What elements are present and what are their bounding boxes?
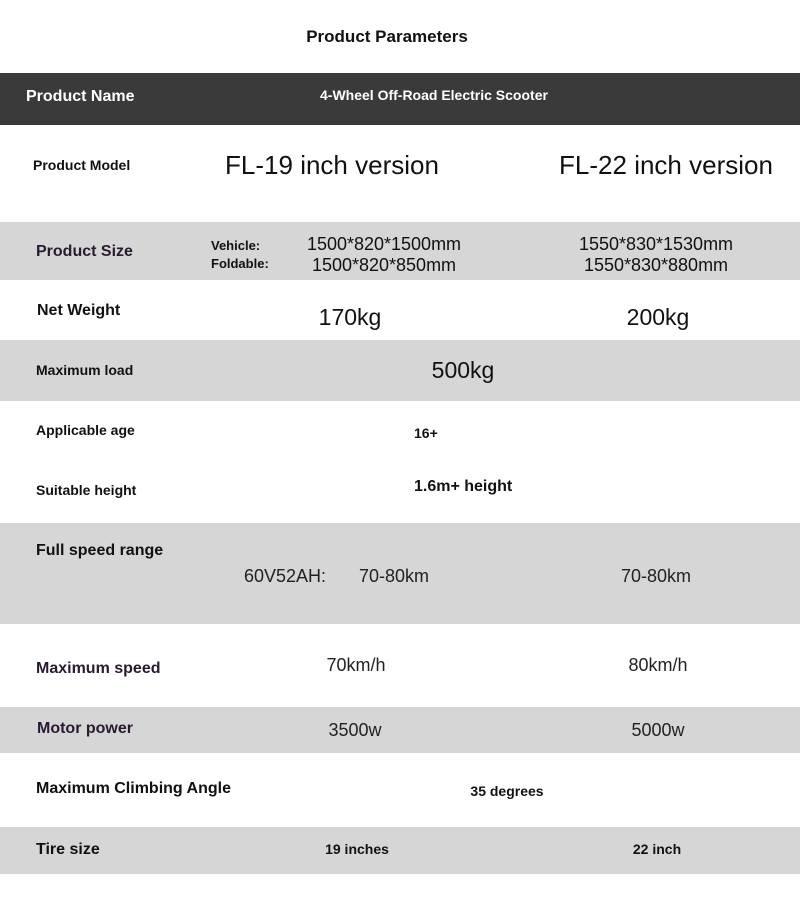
- speed-range-22: 70-80km: [620, 566, 692, 586]
- foldable-label: Foldable:: [211, 256, 269, 271]
- size-22-foldable: 1550*830*880mm: [583, 255, 729, 275]
- battery-spec: 60V52AH:: [244, 566, 327, 586]
- tire-size-label: Tire size: [36, 841, 100, 858]
- tire-size-22: 22 inch: [632, 841, 682, 857]
- max-speed-19: 70km/h: [326, 655, 386, 675]
- climbing-angle-label: Maximum Climbing Angle: [36, 780, 231, 797]
- product-name-value: 4-Wheel Off-Road Electric Scooter: [320, 87, 548, 103]
- climbing-angle-value: 35 degrees: [470, 783, 544, 799]
- max-speed-22: 80km/h: [628, 655, 688, 675]
- motor-power-22: 5000w: [631, 720, 685, 740]
- motor-power-19: 3500w: [328, 720, 382, 740]
- tire-size-19: 19 inches: [325, 841, 389, 857]
- product-name-label: Product Name: [26, 88, 135, 105]
- model-value-19: FL-19 inch version: [225, 150, 439, 180]
- applicable-age-value: 16+: [414, 425, 438, 441]
- motor-power-label: Motor power: [37, 720, 133, 737]
- max-load-value: 500kg: [431, 357, 495, 383]
- page-title: Product Parameters: [306, 27, 468, 46]
- product-size-label: Product Size: [36, 243, 133, 260]
- size-22-vehicle: 1550*830*1530mm: [578, 234, 734, 254]
- net-weight-19: 170kg: [318, 304, 382, 330]
- model-value-22: FL-22 inch version: [559, 150, 773, 180]
- vehicle-label: Vehicle:: [211, 238, 261, 253]
- max-speed-label: Maximum speed: [36, 660, 161, 677]
- net-weight-label: Net Weight: [37, 302, 121, 319]
- max-load-label: Maximum load: [36, 362, 134, 378]
- suitable-height-label: Suitable height: [36, 482, 137, 498]
- applicable-age-label: Applicable age: [36, 422, 135, 438]
- size-19-foldable: 1500*820*850mm: [311, 255, 457, 275]
- net-weight-22: 200kg: [626, 304, 690, 330]
- speed-range-label: Full speed range: [36, 542, 164, 559]
- speed-range-19: 70-80km: [359, 566, 430, 586]
- size-19-vehicle: 1500*820*1500mm: [306, 234, 462, 254]
- product-model-label: Product Model: [33, 157, 131, 173]
- suitable-height-value: 1.6m+ height: [414, 478, 513, 495]
